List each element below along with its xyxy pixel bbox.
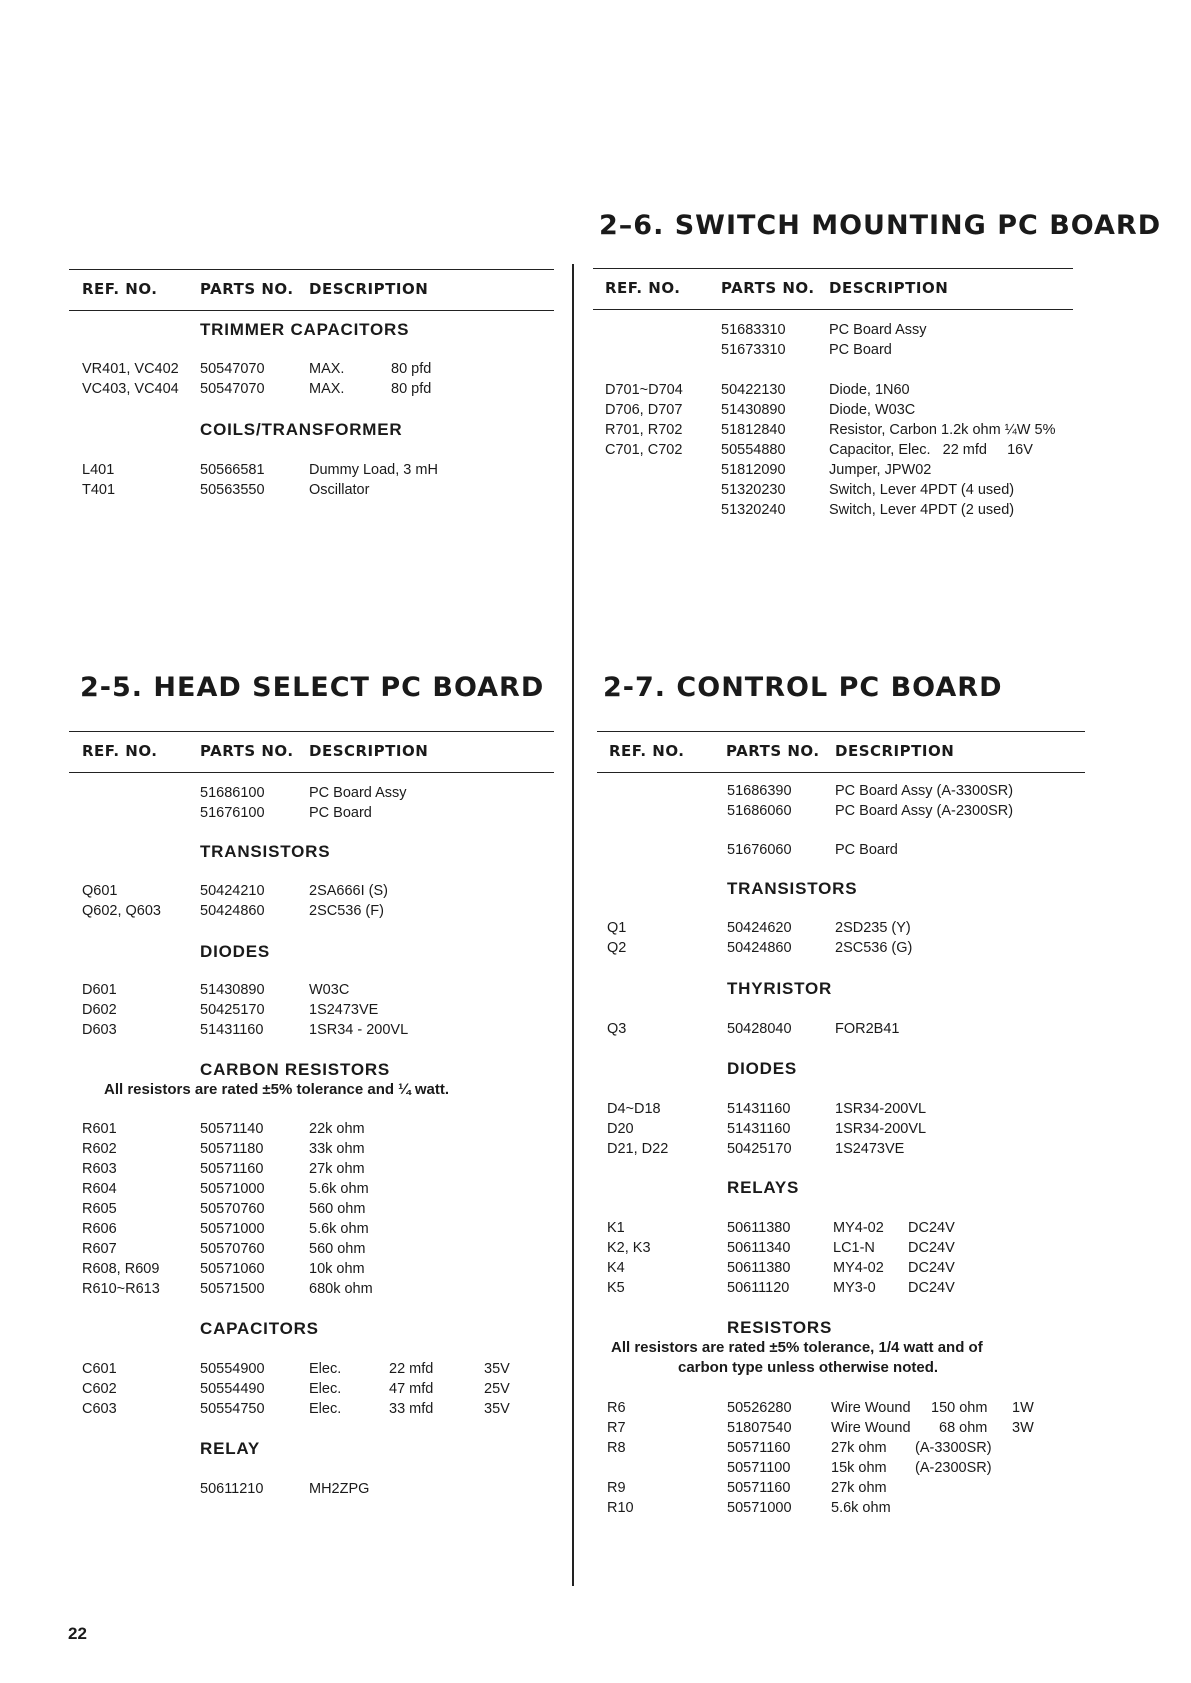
category-capacitors: CAPACITORS [200,1319,319,1338]
col-ref-label: REF. NO. [609,742,685,760]
resistor-note-line1: All resistors are rated ±5% tolerance, 1/4 watt and of [611,1339,983,1356]
category-relays: RELAYS [727,1178,800,1197]
col-desc-label: DESCRIPTION [309,280,429,298]
control-column-header [597,731,1085,773]
category-diodes: DIODES [727,1059,797,1078]
col-desc-label: DESCRIPTION [829,279,949,297]
resistor-note: All resistors are rated ±5% tolerance and ¼ watt. [104,1081,450,1098]
category-diodes: DIODES [200,942,270,961]
category-thyristor: THYRISTOR [727,979,833,998]
col-ref-label: REF. NO. [82,742,158,760]
section-title-switch-mounting: 2–6. SWITCH MOUNTING PC BOARD [599,210,1162,241]
category-trimmer-capacitors: TRIMMER CAPACITORS [200,320,410,339]
category-resistors: RESISTORS [727,1318,833,1337]
col-ref-label: REF. NO. [82,280,158,298]
category-coils-transformer: COILS/TRANSFORMER [200,420,403,439]
col-ref-label: REF. NO. [605,279,681,297]
category-carbon-resistors: CARBON RESISTORS [200,1060,391,1079]
col-desc-label: DESCRIPTION [835,742,955,760]
switch-column-header [593,268,1073,310]
section-title-head-select: 2-5. HEAD SELECT PC BOARD [80,672,545,703]
top-left-column-header [69,269,554,311]
section-title-control: 2-7. CONTROL PC BOARD [603,672,1003,703]
col-parts-label: PARTS NO. [200,280,294,298]
head-select-column-header [69,731,554,773]
col-parts-label: PARTS NO. [200,742,294,760]
category-transistors: TRANSISTORS [727,879,858,898]
column-divider [572,264,574,1586]
col-parts-label: PARTS NO. [721,279,815,297]
col-desc-label: DESCRIPTION [309,742,429,760]
col-parts-label: PARTS NO. [726,742,820,760]
category-transistors: TRANSISTORS [200,842,331,861]
category-relay: RELAY [200,1439,261,1458]
resistor-note-line2: carbon type unless otherwise noted. [678,1359,939,1376]
page-number: 22 [68,1624,87,1643]
